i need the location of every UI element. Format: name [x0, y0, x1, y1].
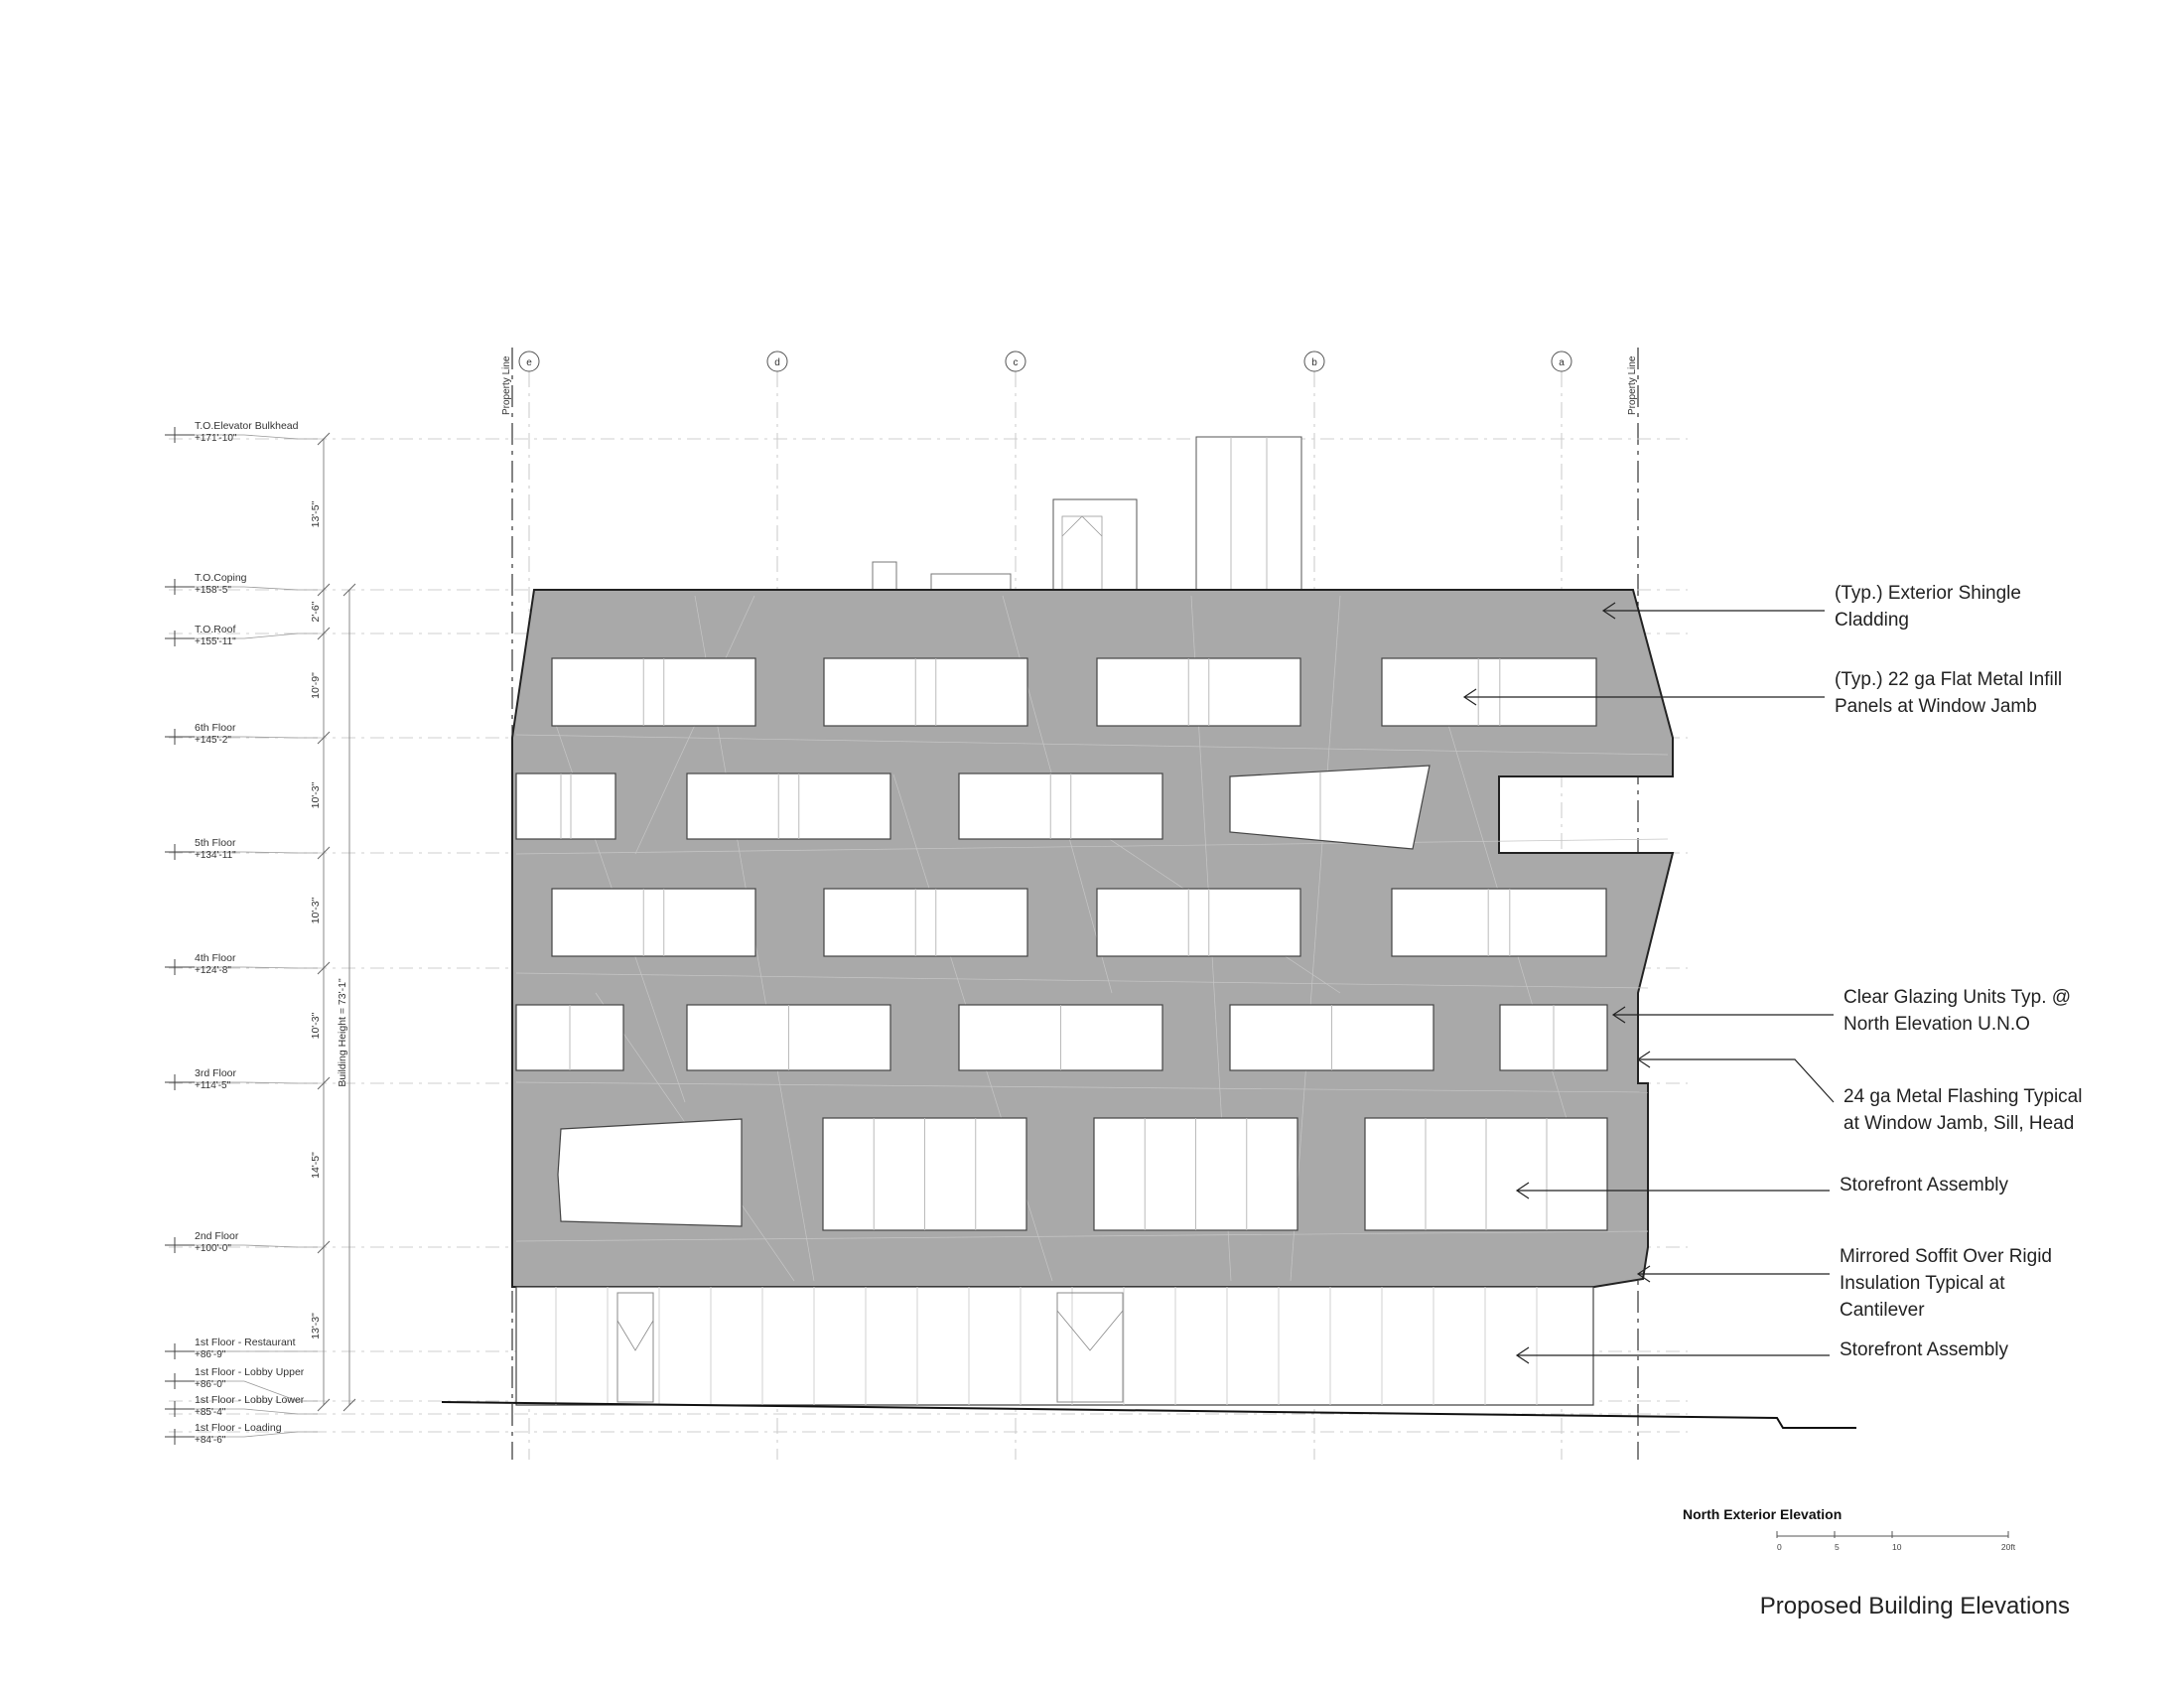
window-glazing — [1097, 658, 1300, 726]
level-name: 2nd Floor — [195, 1230, 239, 1242]
level-elevation: +171'-10" — [195, 433, 237, 444]
drawing-title: North Exterior Elevation — [1683, 1506, 1843, 1522]
scale-bar-label: 10 — [1892, 1542, 1902, 1552]
level-elevation: +134'-11" — [195, 850, 236, 861]
level-name: 1st Floor - Loading — [195, 1422, 282, 1434]
note-text: Clear Glazing Units Typ. @ — [1843, 987, 2072, 1008]
window-glazing — [516, 774, 615, 839]
window-glazing — [824, 889, 1027, 956]
property-line-label: Property Line — [1627, 355, 1638, 415]
level-name: T.O.Roof — [195, 624, 236, 635]
property-line-label: Property Line — [501, 355, 512, 415]
scale-bar-label: 0 — [1777, 1542, 1782, 1552]
dimension-value: 13'-3" — [310, 1313, 322, 1339]
dimension-value: 10'-3" — [310, 781, 322, 809]
note-text: Insulation Typical at — [1840, 1273, 2005, 1294]
note-text: Storefront Assembly — [1840, 1339, 2009, 1360]
level-name: 6th Floor — [195, 722, 236, 734]
grade-line — [442, 1402, 1856, 1428]
level-elevation: +155'-11" — [195, 636, 236, 647]
level-name: T.O.Coping — [195, 572, 247, 584]
sheet-title: Proposed Building Elevations — [1759, 1593, 2070, 1619]
grid-bubble-label: d — [774, 357, 780, 368]
level-elevation: +145'-2" — [195, 735, 231, 746]
storefront-assembly — [516, 1287, 1593, 1405]
window-glazing — [1382, 658, 1596, 726]
level-name: 5th Floor — [195, 837, 236, 849]
note-text: (Typ.) Exterior Shingle — [1835, 583, 2021, 604]
scale-bar — [1683, 1506, 2016, 1552]
grid-bubble-label: c — [1013, 357, 1019, 368]
note-leader — [1638, 1059, 1834, 1102]
angled-window — [558, 1119, 742, 1226]
grid-bubble-label: a — [1559, 357, 1565, 368]
note-text: North Elevation U.N.O — [1843, 1014, 2030, 1035]
scale-bar-label: 5 — [1835, 1542, 1840, 1552]
dimension-string — [310, 433, 355, 1411]
scale-bar-label: 20ft — [2000, 1542, 2016, 1552]
note-text: (Typ.) 22 ga Flat Metal Infill — [1835, 669, 2063, 690]
window-glazing — [824, 658, 1027, 726]
roof-parapet-unit — [931, 574, 1011, 590]
level-name: 1st Floor - Restaurant — [195, 1336, 296, 1348]
elevator-bulkhead — [1196, 437, 1301, 590]
dimension-value: 10'-3" — [310, 897, 322, 924]
window-glazing — [959, 774, 1162, 839]
level-name: 1st Floor - Lobby Upper — [195, 1366, 305, 1378]
level-elevation: +158'-5" — [195, 585, 231, 596]
dimension-value: 2'-6" — [310, 601, 322, 623]
dimension-value: 14'-5" — [310, 1152, 322, 1179]
dimension-value: 13'-5" — [310, 500, 322, 528]
ground-floor-storefront — [442, 1287, 1856, 1428]
building-height-label: Building Height = 73'-1" — [337, 978, 348, 1087]
level-elevation: +124'-8" — [195, 965, 231, 976]
grid-bubble-label: e — [526, 357, 532, 368]
window-glazing — [1097, 889, 1300, 956]
level-elevation: +85'-4" — [195, 1407, 226, 1418]
building-facade — [512, 590, 1673, 1287]
level-name: 3rd Floor — [195, 1067, 237, 1079]
note-text: at Window Jamb, Sill, Head — [1843, 1113, 2075, 1134]
window-glazing — [687, 774, 890, 839]
note-text: Cladding — [1835, 610, 1909, 631]
grid-bubble-label: b — [1311, 357, 1317, 368]
level-elevation: +84'-6" — [195, 1435, 226, 1446]
level-name: T.O.Elevator Bulkhead — [195, 420, 299, 432]
window-glazing — [1392, 889, 1606, 956]
note-text: Mirrored Soffit Over Rigid — [1840, 1246, 2052, 1267]
roof-vent — [873, 562, 896, 590]
level-name: 4th Floor — [195, 952, 236, 964]
note-text: Storefront Assembly — [1840, 1175, 2009, 1196]
level-elevation: +86'-0" — [195, 1379, 226, 1390]
level-elevation: +86'-9" — [195, 1349, 226, 1360]
note-text: 24 ga Metal Flashing Typical — [1843, 1086, 2083, 1107]
dimension-value: 10'-9" — [310, 672, 322, 699]
rooftop-structures — [873, 437, 1301, 590]
level-labels — [165, 420, 318, 1446]
window-glazing — [552, 658, 755, 726]
note-text: Cantilever — [1840, 1300, 1925, 1321]
stair-bulkhead — [1053, 499, 1137, 590]
level-elevation: +114'-5" — [195, 1080, 231, 1091]
dimension-value: 10'-3" — [310, 1012, 322, 1040]
note-text: Panels at Window Jamb — [1835, 696, 2037, 717]
level-name: 1st Floor - Lobby Lower — [195, 1394, 305, 1406]
window-glazing — [552, 889, 755, 956]
level-elevation: +100'-0" — [195, 1243, 231, 1254]
